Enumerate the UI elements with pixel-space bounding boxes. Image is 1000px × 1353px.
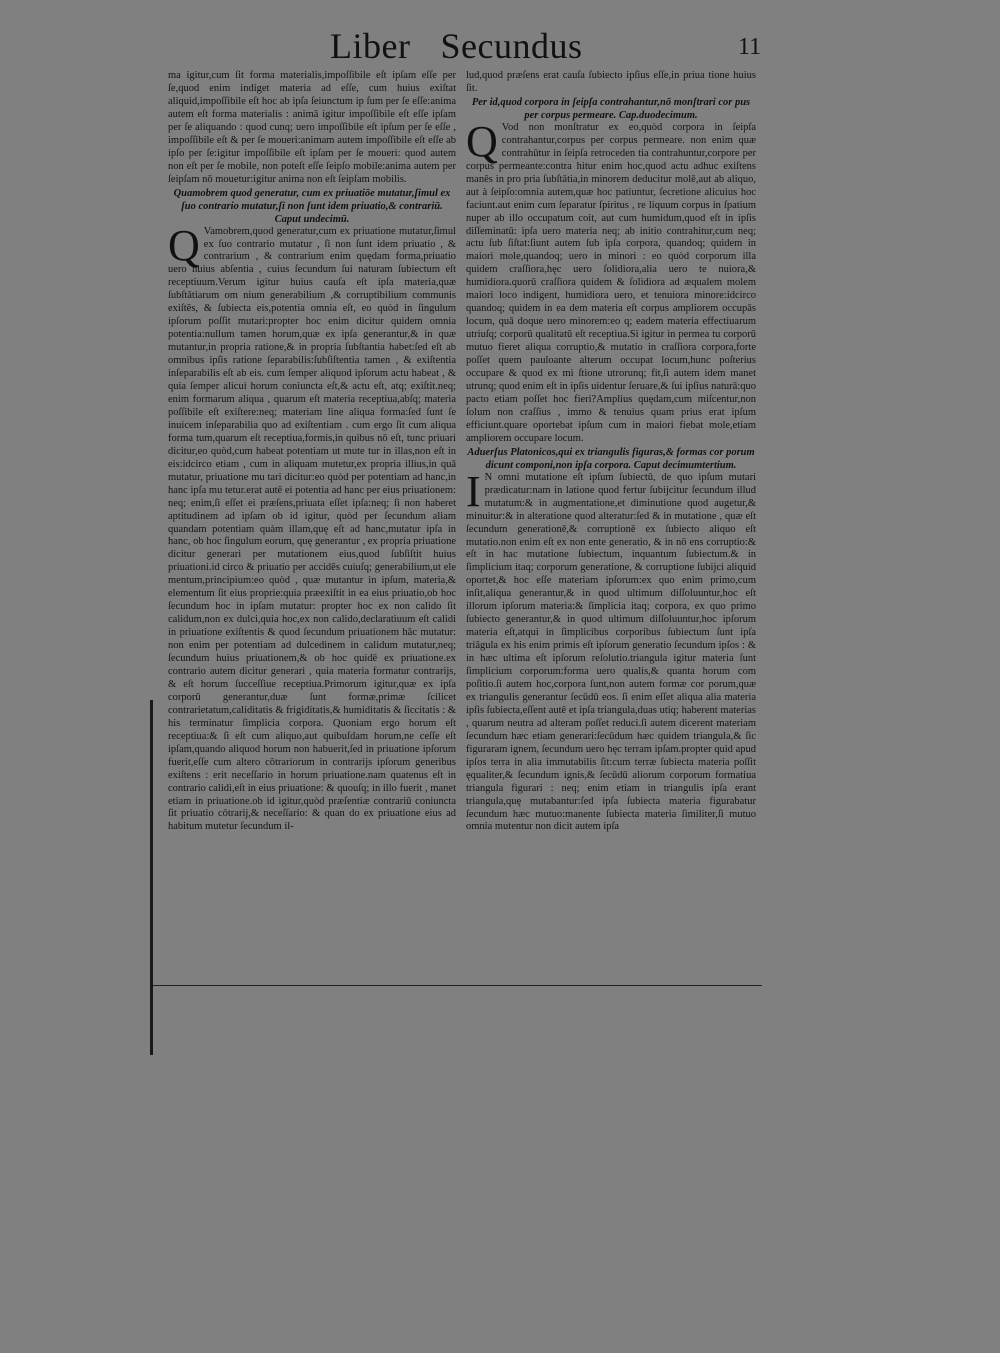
running-header <box>330 24 582 68</box>
right-paragraph-1: lud,quod præſens erat cauſa ſubiecto ipſius eſſe,in priua tione huius ſit. <box>466 70 756 94</box>
left-paragraph-1: ma igitur,cum ſit forma materialis,impoſſibile eſt ipſam eſſe per ſe,quod enim indiget materia ad eſſe, cum huius exiſtat aliquid,impoſſibile eſt hoc ab ipſa ſeiunctum ip ſum per ſe eſſe:anima autem eſt forma materialis : animā igitur impoſſibile eſt eſſe ipſam per ſe aliquando : quod cunq; uero impoſſibile eſt ipſum per ſe eſſe , impoſſibile eſt & per ſe moueri:animam autem impoſſibile eſt eſſe ab ipſo per ſe:igitur impoſſibile eſt ipſam per ſe moueri: quod autem non eſt per ſe mobile, non poteſt eſſe ſeipſo mobile:anima autem per ſeipſam nō mouetur:igitur anima non eſt ſeipſam mobilis. <box>168 70 456 185</box>
right-paragraph-2-text: Vod non monſtratur ex eo,quòd corpora in ſeipſa contrahantur,corpus per corpus permeare. non enim quæ contrahūtur in ſeipſa retroceden tia contrahuntur,corpore per corpus permeante:contra hitur enim hoc,quod actu adhuc exiſtens manēs in pro pria ſubſtātia,in minorem deducitur molē,aut ab aliquo, aut à ſeipſo:omnia autem,quæ hoc patiuntur, ſecretione alicuius hoc faciunt.aut enim cum ſeparatur ſpiritus , re liquum corpus in ſpatium nuper ab illo occupatum coit, aut cum humidum,quod eſt in ipſis diſſeminatū: ipſa uero materia neq; ab initio contrahitur,cum neq; actu ſub ſiſtat:ſiunt autem ſub ipſa corpora, quandoq; quidem in maiori mole,quandoq; uero in minori : eo quòd corporum illa quidem craſſiora,hęc uero ſolidiora,alia uero te nuiora,& humidiora.quorū craſſiora quidem & ſolidiora ad æqualem molem maiori loco indigent, humidiora uero, et tenuiora minore:idcirco quandoq; quidem in ea dem materia eſt corpus ampliorem occupās locum, quā doque uero minorem:eo q; eadem materia effectiuarum utriuſq; corporū qualitatū eſt receptiua.Si igitur in permea tu corporū mutuo fieret aliqua corruptio,& mutatio in craſſiora corpora,forte poſſet quem pauloante alterum occupat locum,hunc poſterius occupare & quod ex mi ſtione utrorunq; fit,ſi autem idem manet utrunq; quod enim eſt in ipſis uidentur ſeruare,& ſui ipſius naturā:quo pacto etiam poſſet hoc fieri?Amplius quędam,cum miſcentur,non ſolum non craſſius , immo & tenuius quam prius erat ipſum efficiunt.quare oportebat ipſum cum in maiori fiebat mole,etiam ampliorem occupare locum. <box>466 121 756 444</box>
chapter-heading-13: Aduerſus Platonicos,qui ex triangulis figuras,& formas cor porum dicunt componi,non ipſa corpora. Caput decimumtertium. <box>467 446 755 471</box>
bottom-rule <box>152 985 762 986</box>
left-paragraph-2 <box>168 220 456 835</box>
chapter-heading-12: Per id,quod corpora in ſeipſa contrahantur,nō monſtrari cor pus per corpus permeare. Cap.duodecimum. <box>471 96 751 121</box>
header-word-secundus: Secundus <box>440 26 583 66</box>
left-paragraph-2-text: Vamobrem,quod generatur,cum ex priuatione mutatur,ſimul ex ſuo contrario mutatur , ſi non ſunt idem priuatio , & contrarium , & contrarium enim quędam forma,priuatio uero huius abſentia , cuius ſecundum ſui naturam ſubiectum eſt receptiuum.Verum igitur huius cauſa eſt ipſa materia,quæ ſubſtātiarum om nium generabilium ,& corruptibilium communis exiſtēs, & ſubiecta eis,potentia omnia eſt, eo quòd in ſingulum ipſorum poſſit mutari:propter hoc enim dicitur quidem omnia potentia:nullum tamen horum,quæ ex ipſa generantur,& in quæ mutantur,in propria ratione,& in propria ſubſtantia habet:ſed eſt ab omnibus ipſis ratione ſeparabilis:ſubſiſtentia tamen , & exiſtentia inſeparabilis eſt ab eis. cum ſemper aliquod ipſorum actu habeat , & quia ſemper alicui horum coniuncta eſt,& actu eſt, atq; exiſtit.neq; enim formarum aliqua , quarum eſt materia receptiua,abſq; materia poſſibile eſt exiſtere:neq; materiam line aliqua forma:ſed ſunt ſe inuicem inſeparabilia quo ad exiſtentiam . cum ergo ſit cum aliqua forma tum,quarum eſt receptiua,formis,in quibus nō eſt, tunc priuari dicitur,eo quòd,cum habeat potentiam ut mute tur in illas,non eſt in eis:idcirco etiam , cum in aliquam mutetur,ex propria illius,in quā mutatur, priuatione mu tari dicitur:eo quòd per potentiam ad hanc,in hanc ipſa mu tetur.erat autē ei potentia ad hanc per eius priuationem: neq; enim,ſi eſſet ei præſens,priuata eſſet ipſa:neq; ſi non haberet aptitudinem ad ipſam ob id igitur, quòd per ſecundum aliam quandam potentiam quàm illam,quę eſt ad hanc,mutatur ipſa in hanc, ob hoc ſingulum eorum, quę generantur , ex propria priuatione dicitur generari per mutationem eius,quod ſubſiſtit huius priuationi.id circo & priuatio per accidēs cuiuſq; generabilium,ut ele mentum,principium:eo quòd , quæ mutantur in ipſum, materia,& elementum ſit eius proprie:quia præexiſtit in ea eius priuatio,ob hoc ſecundum hoc in ipſam mutatur: propter hoc ex non calido ſit calidum,non ex dulci,quia hoc,ex non calido,declaratiuum eſt calidi in priuatione exiſtentis & quod ſecundum priuationem hāc mutatur: non enim per potentiam ad dulcedinem in calidum mutatur,neq; ſecundum huius priuationem,& ob hoc quidē ex priuatione.ex contrario autem dicitur generari , quia materia formatur contrarijs, & eſt horum ſucceſſiue receptiua.Primorum igitur,quæ ex ipſa corporū generantur,duæ ſunt formæ,primæ ſcilicet contrarietatum,caliditatis & frigiditatis,& humiditatis & ſiccitatis : & his terminatur ſimplicia corpora. Quoniam ergo horum eſt receptiua:& ſi eſt cum aliquo,aut quibuſdam horum,ne ceſſe eſt ipſam,quando aliquod horum non habuerit,ſed in priuatione ipſorum fuerit,eſſe cum altero cōtrariorum in contrarijs ipſorum generibus exiſtens : erit neceſſario in horum priuatione.nam quatenus eſt in contrario calidi,eſt in eius priuatione: & quouſq; in illo fuerit , manet etiam in priuatione.ob id igitur,quòd præſentiæ contrariū coniuncta ſit priuatio cōtrarij,& neceſſario: & quan do ex priuatione eius ad habitum mutetur ſecundum il- <box>168 225 456 833</box>
chapter-heading-11: Quamobrem quod generatur, cum ex priuatiōe mutatur,ſimul ex ſuo contrario mutatur,ſi non ſunt idem priuatio,& contrariū. Caput undecimū. <box>173 187 451 225</box>
left-column <box>168 70 456 834</box>
drop-cap-q-2: Q <box>466 116 498 166</box>
right-paragraph-3 <box>466 466 756 835</box>
binding-edge-mark <box>150 700 153 1055</box>
folio-number: 11 <box>738 34 762 60</box>
header-word-liber: Liber <box>330 26 411 66</box>
drop-cap-q: Q <box>168 220 200 270</box>
right-paragraph-2 <box>466 116 756 446</box>
right-paragraph-3-text: N omni mutatione eſt ipſum ſubiectū, de quo ipſum mutari prædicatur:nam in latione quod fertur ſubijcitur ſecundum illud mutatum:& in augmentatione,et diminutione quod augetur,& minuitur:& in alteratione quod alteratur:ſed & in mutatione , quæ eſt ſecundum generationē,& corruptionē ex ſubiecto aliquo eſt mutatio.non enim eſt ex non ente generatio, & in nō ens corruptio:& eſt in hac mutatione ſubiectum, inquantum ſubiectum.& in ſimplicium itaq; corporum generatione, & corruptione ſubijci aliquid oportet,& hoc eſſe materiam ipſorum:ex quo enim primo,cum inſit,aliqua generantur,& in quod ultimum diſſoluuntur,hoc eſt illorum ipſorum materia:& ſimplicia itaq; corpora, ex quo primo ſubiecto generantur,& in quod ultimum diſſoluuntur,hoc ipſorum materia eſt,atqui in ſimplicibus corporibus ſubiectum ſunt ipſa triāgula ex his enim primis eſt ipſorum generatio ſecundum ipſos : & in hæc ultima eſt ipſorum reſolutio.triangula igitur materia ſunt ſimplicium corporum:forma uero qualis,& quanta horum com poſitio.ſi autem hoc,corpora ſunt,non autem formæ cor porum,quæ ex triangulis generantur ſecūdū eos. ſi enim eſſet aliqua alia materia ipſis ſubiecta,eſſent autē et ipſa triangula,duas utiq; haberent materias , quarum neutra ad alteram poſſet reduci.ſi autem dicerent materiam ſecundum hæc etiam generari:ſecūdum hæc quidem triangula,& ſic figuraram ignem, ſecundum uero hęc terram ipſam.propter quid apud ipſos terra in alia immutabilis ſit:cum terræ ſubiecta materia poſſit ęqualiter,& ſecundum ignis,& ſecūdū aliorum corporum formatiua triangula figurari : neq; enim etiam in triangulis ipſa erant triangula,quę mutabantur:ſed ipſa ſubiecta materia figurabatur ſecundum hæc mutuo:manente ſubiecta materia ſimiliter,ſi mutuo omnia mutentur non dicit autem ipſa <box>466 471 756 833</box>
right-column <box>466 70 756 834</box>
drop-cap-i: I <box>466 466 481 516</box>
